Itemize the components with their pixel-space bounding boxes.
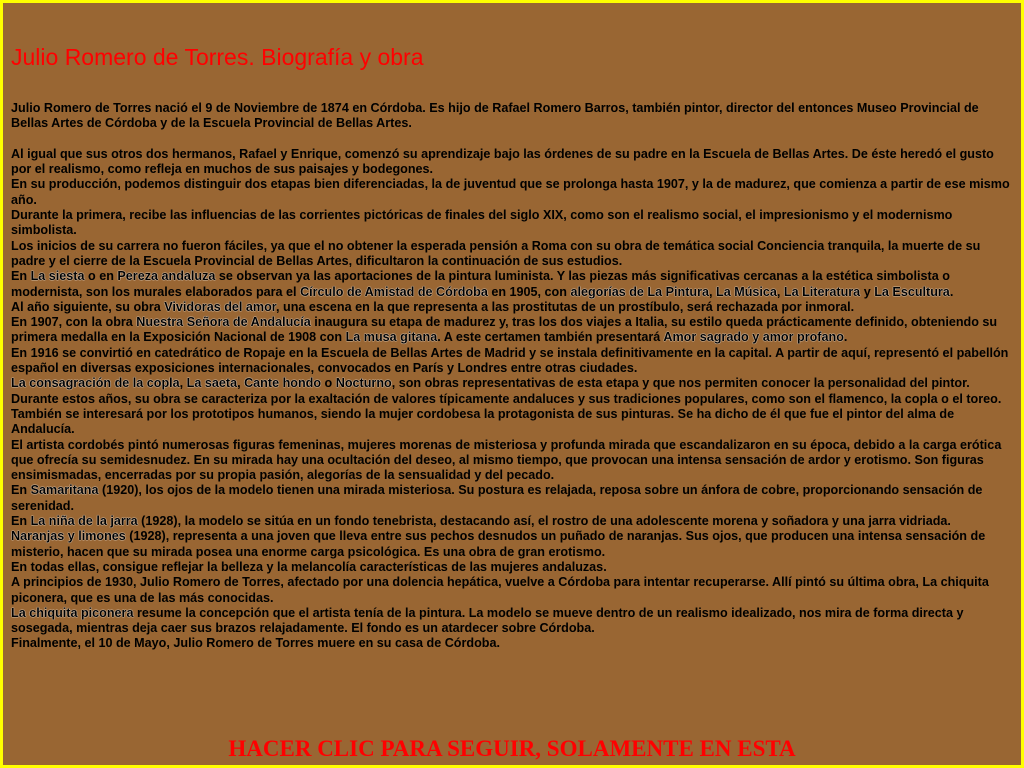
artwork-title: alegorías de La Pintura [570,284,710,299]
paragraph [11,560,1017,575]
text-run: A principios de 1930, Julio Romero de Torres, afectado por una dolencia hepática, vuelve a Córdoba para intentar recuperarse. Allí pintó su última obra, La chiquita piconera, que es una de las más conocidas. [11,575,989,605]
text-run: resume la concepción que el artista tenía de la pintura. La modelo se mueve dentro de un realismo idealizado, nos mira de forma directa y sosegada, mientras deja caer sus brazos relajadamente. El fondo es un atardecer sobre Córdoba. [11,605,964,636]
paragraph [11,177,1017,208]
artwork-title: La musa gitana [345,330,438,345]
paragraph [11,147,1017,178]
paragraph [11,208,1017,239]
text-run: , una escena en la que representa a las prostitutas de un prostíbulo, será rechazada por inmoral. [276,299,855,314]
text-run: inaugura su etapa de madurez y, tras los dos viajes a Italia, su estilo queda prácticamente definido, obteniendo su primera medalla en la Exposición Nacional de 1908 con [11,315,998,345]
text-run: , son obras representativas de esta etapa y que nos permiten conocer la personalidad del pintor. [391,376,970,391]
text-run: En [11,483,31,498]
artwork-title: La Literatura [783,284,861,299]
artwork-title: La niña de la jarra [30,514,138,529]
text-run: En todas ellas, consigue reflejar la belleza y la melancolía características de las mujeres andaluzas. [11,559,607,574]
text-run: El artista cordobés pintó numerosas figuras femeninas, mujeres morenas de misteriosa y profunda mirada que escandalizaron en su época, debido a la carga erótica que ofrecía su semidesnudez. En su mirada hay una ocultación del deseo, al mismo tiempo, que provocan una intensa sensación de ardor y erotismo. Son figuras ensimismadas, encerradas por su propia pasión, alegorías de la sensualidad y del pecado. [11,437,1002,483]
artwork-title: Pereza andaluza [117,269,216,284]
text-run: En [11,514,31,529]
paragraph [11,529,1017,560]
text-run: . A este certamen también presentará [437,330,664,345]
artwork-title: La Escultura [874,284,950,299]
text-run: , [709,284,717,299]
artwork-title: Amor sagrado y amor profano [663,330,844,345]
artwork-title: Vividoras del amor [164,299,277,314]
text-run: Al igual que sus otros dos hermanos, Rafael y Enrique, comenzó su aprendizaje bajo las órdenes de su padre en la Escuela de Bellas Artes. De éste heredó el gusto por el realismo, como refleja en muchos de sus paisajes y bodegones. [11,146,994,177]
paragraph [11,376,1017,391]
text-run: se observan ya las aportaciones de la pintura luminista. Y las piezas más significativas cercanas a la estética simbolista o modernista, son los murales elaborados para el [11,269,950,299]
paragraph [11,575,1017,606]
text-run: o en [84,269,118,284]
artwork-title: Samaritana [30,483,99,498]
artwork-title: Nuestra Señora de Andalucía [136,315,311,330]
text-run: Finalmente, el 10 de Mayo, Julio Romero de Torres muere en su casa de Córdoba. [11,636,500,651]
slide-frame [3,3,1021,765]
paragraph [11,483,1017,514]
text-run: (1928), representa a una joven que lleva entre sus pechos desnudos un puñado de naranjas. Sus ojos, que producen una intensa sensación de misterio, hacen que su mirada posea una enorme carga psicológica. Es una obra de gran erotismo. [11,529,986,559]
text-run: En [11,269,31,284]
paragraph [11,269,1017,300]
paragraph [11,300,1017,315]
biography-text [11,101,1017,652]
paragraph [11,101,1017,132]
text-run: y [860,284,875,299]
text-run: Julio Romero de Torres nació el 9 de Noviembre de 1874 en Córdoba. Es hijo de Rafael Romero Barros, también pintor, director del entonces Museo Provincial de Bellas Artes de Córdoba y de la Escuela Provincial de Bellas Artes. [11,101,979,131]
artwork-title: La siesta [30,269,85,284]
paragraph [11,514,1017,529]
text-run: , [237,376,245,391]
text-run: Al año siguiente, su obra [11,299,165,314]
artwork-title: La saeta [186,376,238,391]
artwork-title: Círculo de Amistad de Córdoba [300,284,488,299]
artwork-title: La consagración de la copla [11,376,180,391]
paragraph [11,392,1017,438]
paragraph [11,606,1017,637]
paragraph [11,346,1017,377]
text-run: Durante la primera, recibe las influencias de las corrientes pictóricas de finales del siglo XIX, como son el realismo social, el impresionismo y el modernismo simbolista. [11,208,953,238]
text-run: . [843,330,848,345]
text-run: , [776,284,784,299]
text-run: (1920), los ojos de la modelo tienen una mirada misteriosa. Su postura es relajada, reposa sobre un ánfora de cobre, proporcionando sensación de serenidad. [11,483,983,513]
artwork-title: La chiquita piconera [11,605,134,620]
text-run: En 1907, con la obra [11,315,137,330]
artwork-title: Nocturno [335,376,392,391]
artwork-title: La Música [716,284,777,299]
text-run: Durante estos años, su obra se caracteriza por la exaltación de valores típicamente andaluces y sus tradiciones populares, como son el flamenco, la copla o el toreo. También se interesará por los prototipos humanos, siendo la mujer cordobesa la protagonista de sus pinturas. Se ha dicho de él que fue el pintor del alma de Andalucía. [11,391,1002,437]
text-run: en 1905, con [487,284,571,299]
text-run: (1928), la modelo se sitúa en un fondo tenebrista, destacando así, el rostro de una adolescente morena y soñadora y una jarra vidriada. [137,514,951,529]
text-run: . [949,284,954,299]
artwork-title: Cante hondo [244,376,322,391]
page-title: Julio Romero de Torres. Biografía y obra [11,44,424,70]
continue-link[interactable]: HACER CLIC PARA SEGUIR, SOLAMENTE EN ESTA [228,736,796,761]
paragraph [11,438,1017,484]
text-run: En su producción, podemos distinguir dos etapas bien diferenciadas, la de juventud que se prolonga hasta 1907, y la de madurez, que comienza a partir de ese mismo año. [11,177,1010,207]
text-run: En 1916 se convirtió en catedrático de Ropaje en la Escuela de Bellas Artes de Madrid y se instala definitivamente en la capital. A partir de aquí, representó el pabellón español en diversas exposiciones internacionales, convocados en París y Londres entre otras ciudades. [11,345,1009,376]
paragraph [11,315,1017,346]
artwork-title: Naranjas y limones [11,529,126,544]
paragraph [11,636,1017,651]
paragraph [11,239,1017,270]
text-run: o [321,376,336,391]
text-run: , [179,376,187,391]
text-run: Los inicios de su carrera no fueron fáciles, ya que el no obtener la esperada pensión a Roma con su obra de temática social Conciencia tranquila, la muerte de su padre y el cierre de la Escuela Provincial de Bellas Artes, dificultaron la continuación de sus estudios. [11,238,981,268]
